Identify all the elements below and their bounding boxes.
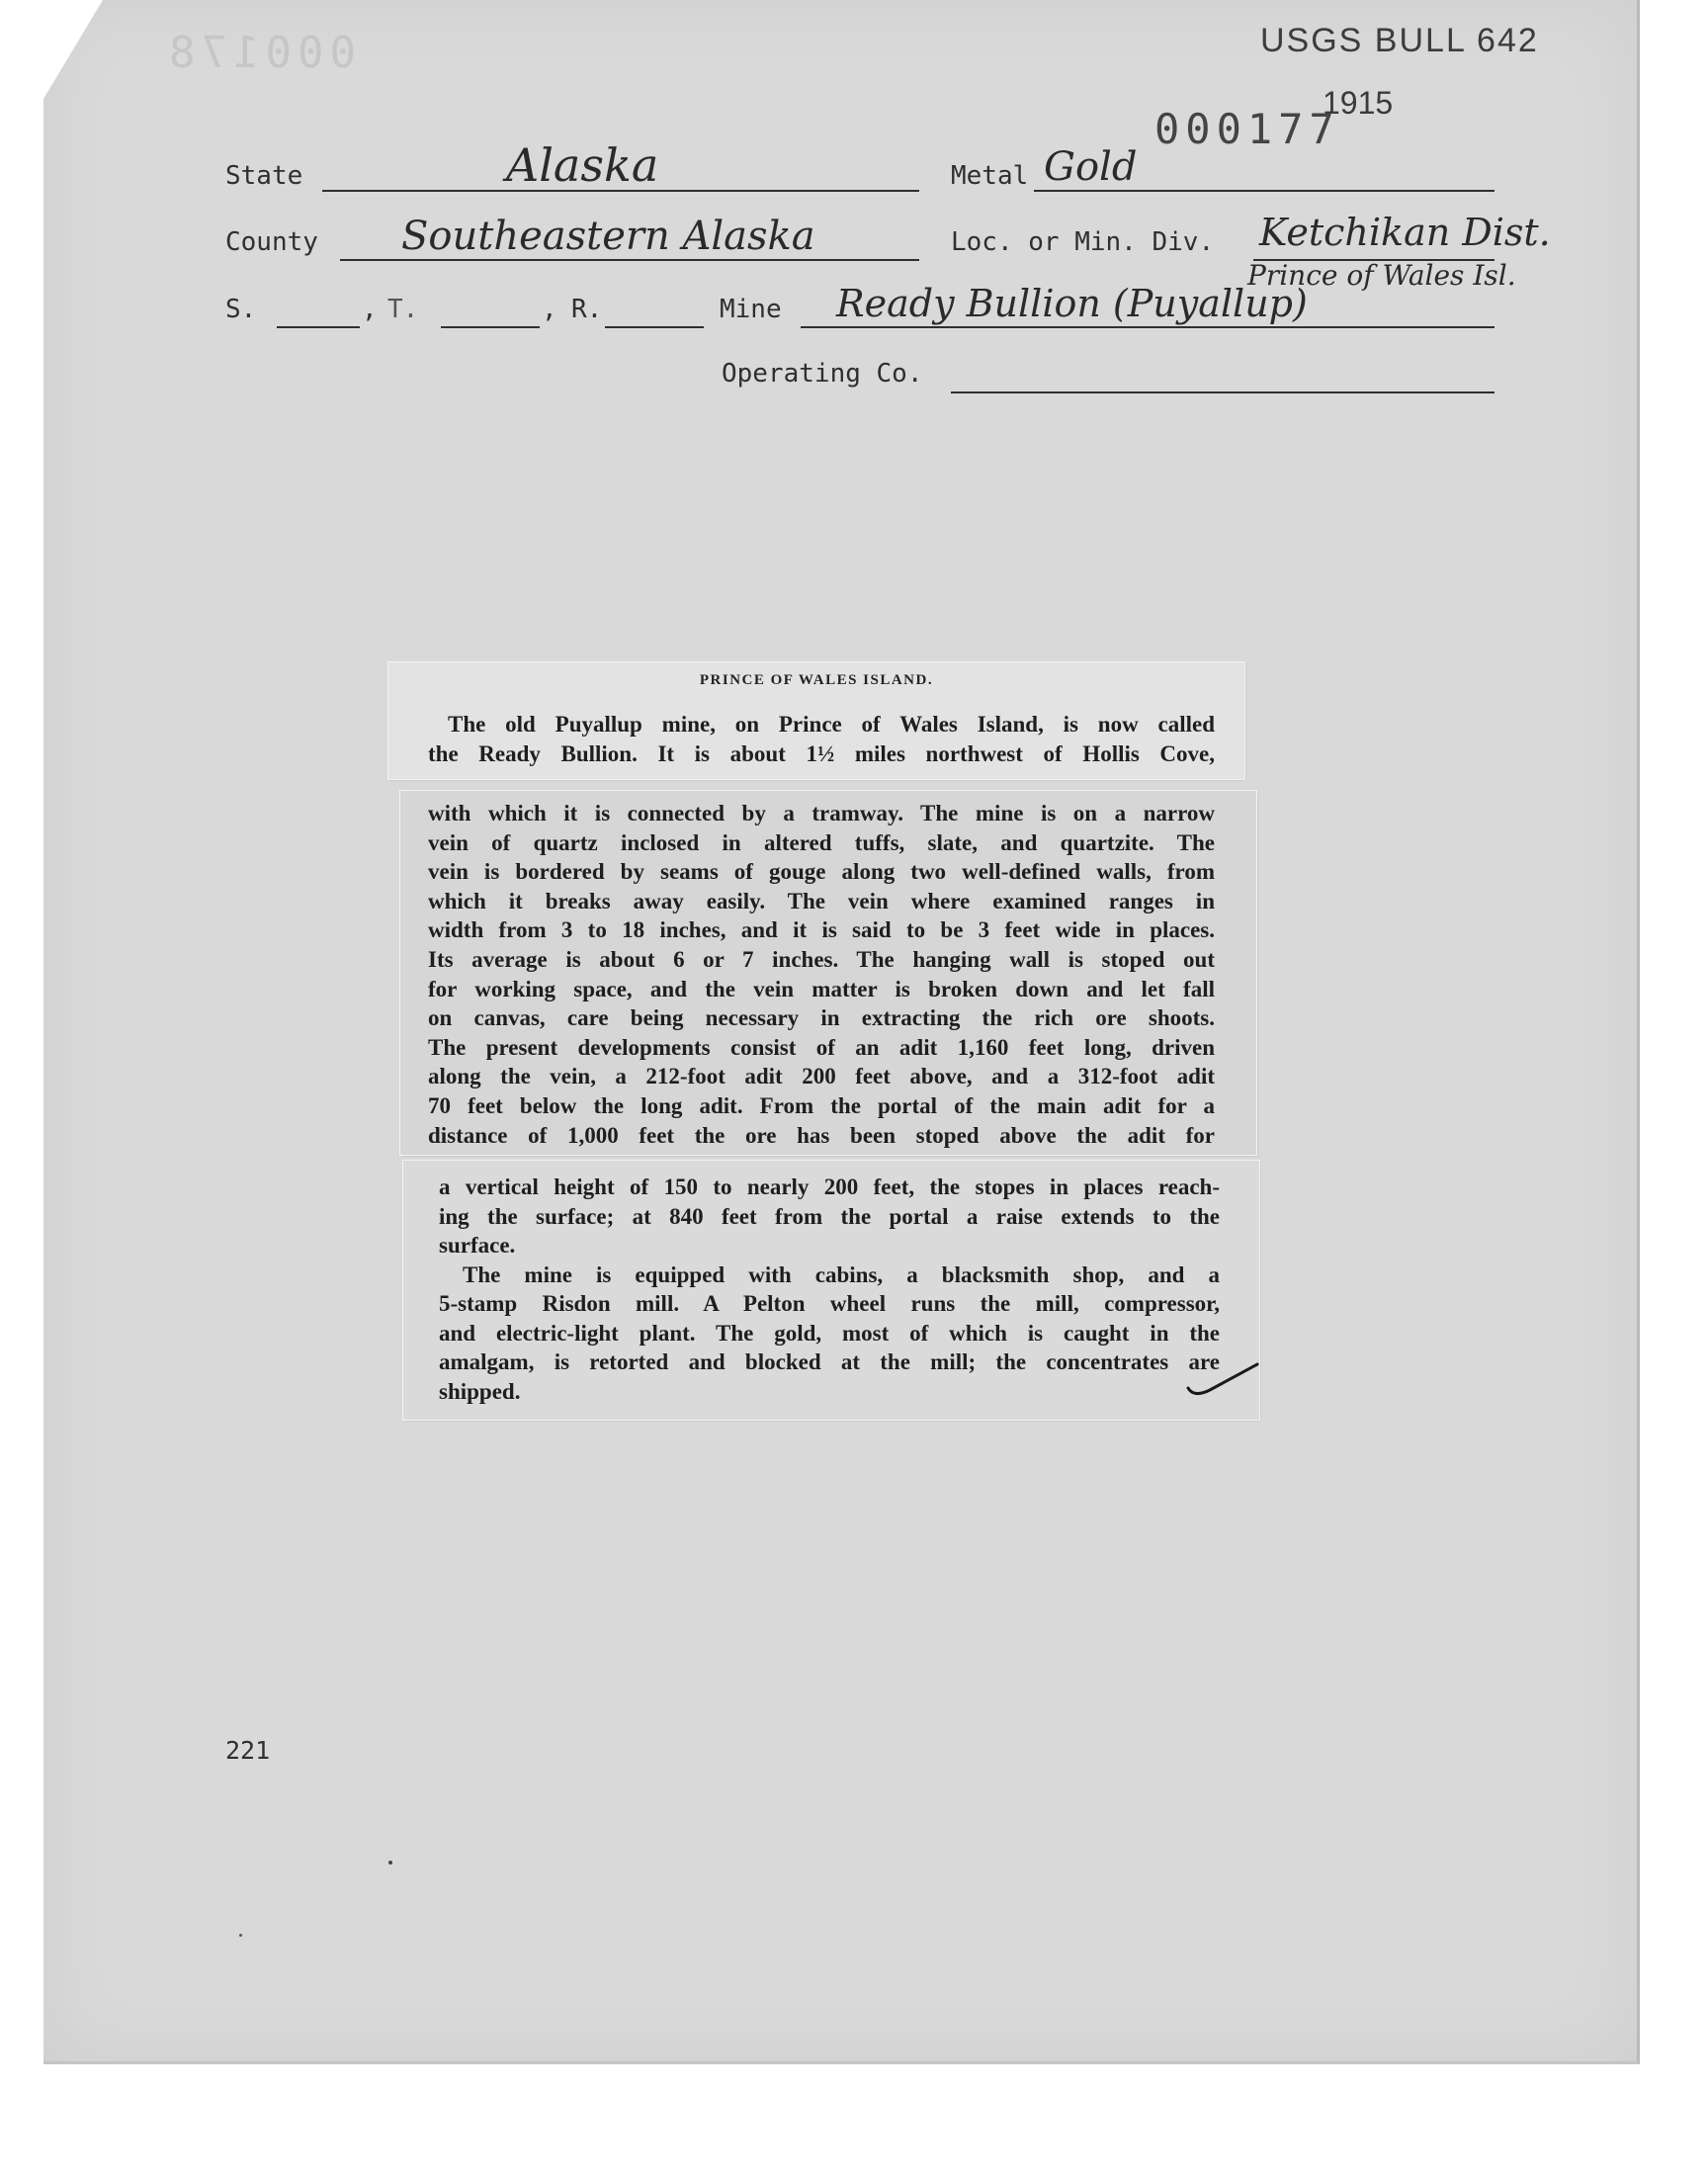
text-line: amalgam, is retorted and blocked at the mill; the concentrates are [439,1349,1220,1374]
section-label: S. [225,295,257,324]
clipping-paragraph-3 [439,1173,1220,1406]
mine-underline [801,326,1494,328]
text-line: 70 feet below the long adit. From the portal of the main adit for a [428,1092,1215,1118]
metal-value: Gold [1044,144,1138,190]
comma-1: , [362,295,378,324]
township-underline [441,326,540,328]
text-line: distance of 1,000 feet the ore has been stoped above the adit for [428,1122,1215,1148]
county-value: Southeastern Alaska [401,214,815,259]
text-line: 5-stamp Risdon mill. A Pelton wheel runs the mill, compressor, [439,1291,1220,1316]
section-underline [277,326,360,328]
clipping-paragraph-1 [428,710,1215,768]
serial-number: 000177 [1154,105,1340,153]
text-line: which it breaks away easily. The vein where examined ranges in [428,888,1215,914]
text-line: shipped. [439,1378,521,1404]
clipping-part-2 [400,791,1256,1155]
text-line: The present developments consist of an adit 1,160 feet long, driven [428,1034,1215,1060]
text-line: vein of quartz inclosed in altered tuffs, slate, and quartzite. The [428,829,1215,855]
text-line: The mine is equipped with cabins, a blacksmith shop, and a [463,1262,1220,1287]
bulletin-stamp: USGS BULL 642 [1260,22,1539,59]
loc-label: Loc. or Min. Div. [951,227,1215,257]
range-underline [605,326,704,328]
text-line: on canvas, care being necessary in extracting the rich ore shoots. [428,1005,1215,1031]
text-line: with which it is connected by a tramway. The mine is on a narrow [428,801,1215,826]
mine-label: Mine [720,295,782,324]
metal-label: Metal [951,161,1029,191]
text-line: the Ready Bullion. It is about 1½ miles northwest of Hollis Cove, [428,740,1215,766]
text-line: vein is bordered by seams of gouge along two well-defined walls, from [428,859,1215,885]
metal-underline [1034,190,1494,192]
operating-co-label: Operating Co. [722,359,923,389]
page-number: 221 [225,1736,271,1765]
text-line: width from 3 to 18 inches, and it is said to be 3 feet wide in places. [428,917,1215,943]
speck [239,1934,242,1937]
ghost-number: 000178 [163,28,356,78]
text-line: The old Puyallup mine, on Prince of Wales Island, is now called [448,712,1215,737]
township-label: T. [387,295,419,324]
state-label: State [225,161,303,191]
county-label: County [225,227,318,257]
range-label: R. [571,295,603,324]
state-value: Alaska [506,138,659,192]
county-underline [340,259,919,261]
text-line: Its average is about 6 or 7 inches. The hanging wall is stoped out [428,946,1215,972]
clipping-part-1 [388,662,1244,779]
text-line: surface. [439,1233,516,1258]
text-line: along the vein, a 212-foot adit 200 feet above, and a 312-foot adit [428,1064,1215,1089]
year-stamp: 1915 [1323,85,1394,121]
comma-2: , [542,295,557,324]
text-line: and electric-light plant. The gold, most of which is caught in the [439,1320,1220,1346]
loc-value: Ketchikan Dist. [1259,211,1551,254]
loc-value-secondary: Prince of Wales Isl. [1247,259,1516,292]
clipping-heading: PRINCE OF WALES ISLAND. [699,672,934,688]
clipping-part-3 [403,1161,1259,1420]
operating-co-underline [951,392,1494,393]
text-line: ing the surface; at 840 feet from the portal a raise extends to the [439,1203,1220,1229]
clipping-paragraph-2 [428,799,1215,1150]
text-line: for working space, and the vein matter is broken down and let fall [428,976,1215,1001]
text-line: a vertical height of 150 to nearly 200 feet, the stopes in places reach- [439,1174,1220,1199]
checkmark-icon [1184,1350,1263,1400]
mine-value: Ready Bullion (Puyallup) [836,282,1308,325]
speck [388,1861,392,1865]
